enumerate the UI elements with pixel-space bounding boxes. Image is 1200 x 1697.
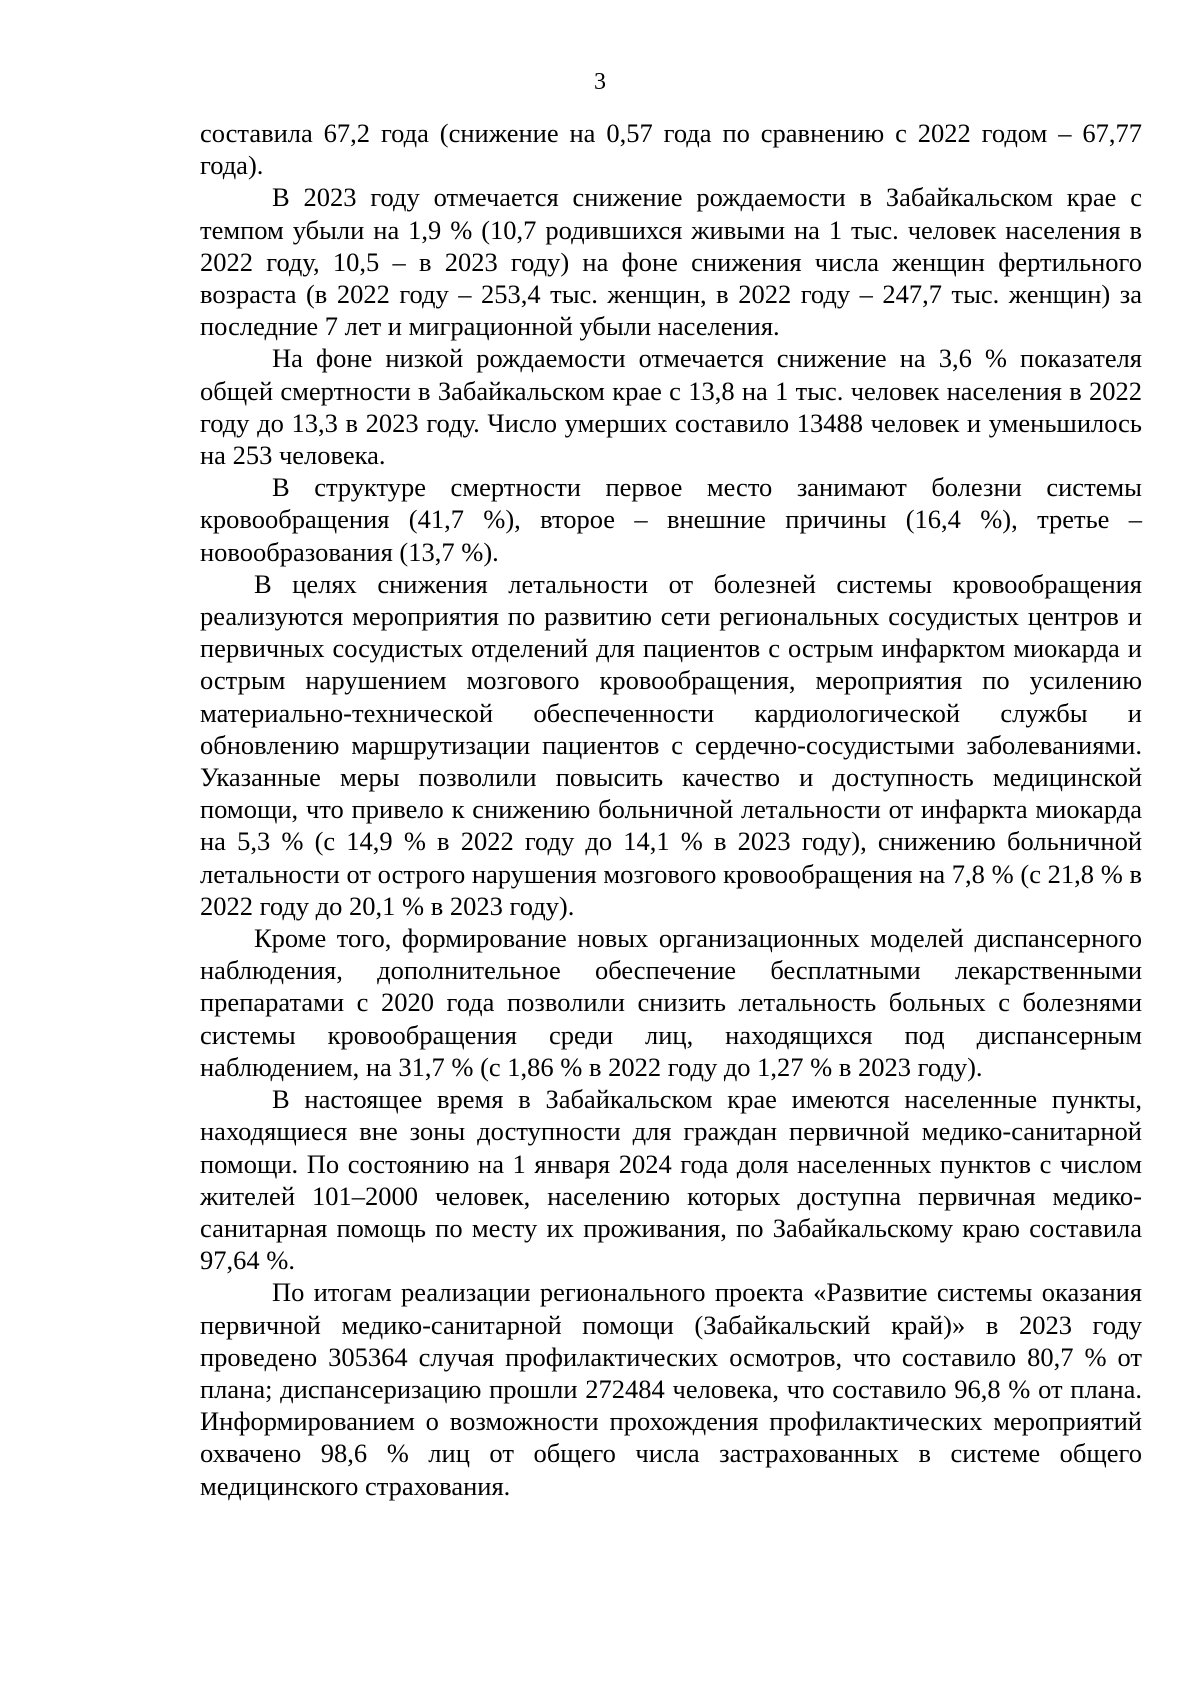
paragraph-cardiovascular-measures: В целях снижения летальности от болезней системы кровообращения реализуются мероприятия по развитию сети региональных сосудистых центров и первичных сосудистых отделений для пациентов с острым инфарктом миокарда и острым нарушением мозгового кровообращения, мероприятия по усилению материально-технической обеспеченности кардиологической службы и обновлению маршрутизации пациентов с сердечно-сосудистыми заболеваниями. Указанные меры позволили повысить качество и доступность медицинской помощи, что привело к снижению больничной летальности от инфаркта миокарда на 5,3 % (с 14,9 % в 2022 году до 14,1 % в 2023 году), снижению больничной летальности от острого нарушения мозгового кровообращения на 7,8 % (с 21,8 % в 2022 году до 20,1 % в 2023 году). bbox=[200, 568, 1142, 921]
paragraph-mortality: На фоне низкой рождаемости отмечается снижение на 3,6 % показателя общей смертности в Забайкальском крае с 13,8 на 1 тыс. человек населения в 2022 году до 13,3 в 2023 году. Число умерших составило 13488 человек и уменьшилось на 253 человека. bbox=[200, 343, 1142, 471]
paragraph-dispensary-observation: Кроме того, формирование новых организационных моделей диспансерного наблюдения, дополнительное обеспечение бесплатными лекарственными препаратами с 2020 года позволили снизить летальность больных с болезнями системы кровообращения среди лиц, находящихся под диспансерным наблюдением, на 31,7 % (с 1,86 % в 2022 году до 1,27 % в 2023 году). bbox=[200, 923, 1142, 1082]
paragraph-mortality-structure: В структуре смертности первое место занимают болезни системы кровообращения (41,7 %), второе – внешние причины (16,4 %), третье – новообразования (13,7 %). bbox=[200, 472, 1142, 567]
paragraph-primary-care-access: В настоящее время в Забайкальском крае имеются населенные пункты, находящиеся вне зоны доступности для граждан первичной медико-санитарной помощи. По состоянию на 1 января 2024 года доля населенных пунктов с числом жителей 101–2000 человек, населению которых доступна первичная медико-санитарная помощь по месту их проживания, по Забайкальскому краю составила 97,64 %. bbox=[200, 1084, 1142, 1276]
paragraph-birth-rate: В 2023 году отмечается снижение рождаемости в Забайкальском крае с темпом убыли на 1,9 % (10,7 родившихся живыми на 1 тыс. человек населения в 2022 году, 10,5 – в 2023 году) на фоне снижения числа женщин фертильного возраста (в 2022 году – 253,4 тыс. женщин, в 2022 году – 247,7 тыс. женщин) за последние 7 лет и миграционной убыли населения. bbox=[200, 182, 1142, 342]
paragraph-continuation: составила 67,2 года (снижение на 0,57 года по сравнению с 2022 годом – 67,77 года). bbox=[200, 118, 1142, 181]
paragraph-regional-project: По итогам реализации регионального проекта «Развитие системы оказания первичной медико-санитарной помощи (Забайкальский край)» в 2023 году проведено 305364 случая профилактических осмотров, что составило 80,7 % от плана; диспансеризацию прошли 272484 человека, что составило 96,8 % от плана. Информированием о возможности прохождения профилактических мероприятий охвачено 98,6 % лиц от общего числа застрахованных в системе общего медицинского страхования. bbox=[200, 1277, 1142, 1501]
document-body bbox=[200, 117, 1142, 1502]
page-number: 3 bbox=[594, 69, 606, 95]
